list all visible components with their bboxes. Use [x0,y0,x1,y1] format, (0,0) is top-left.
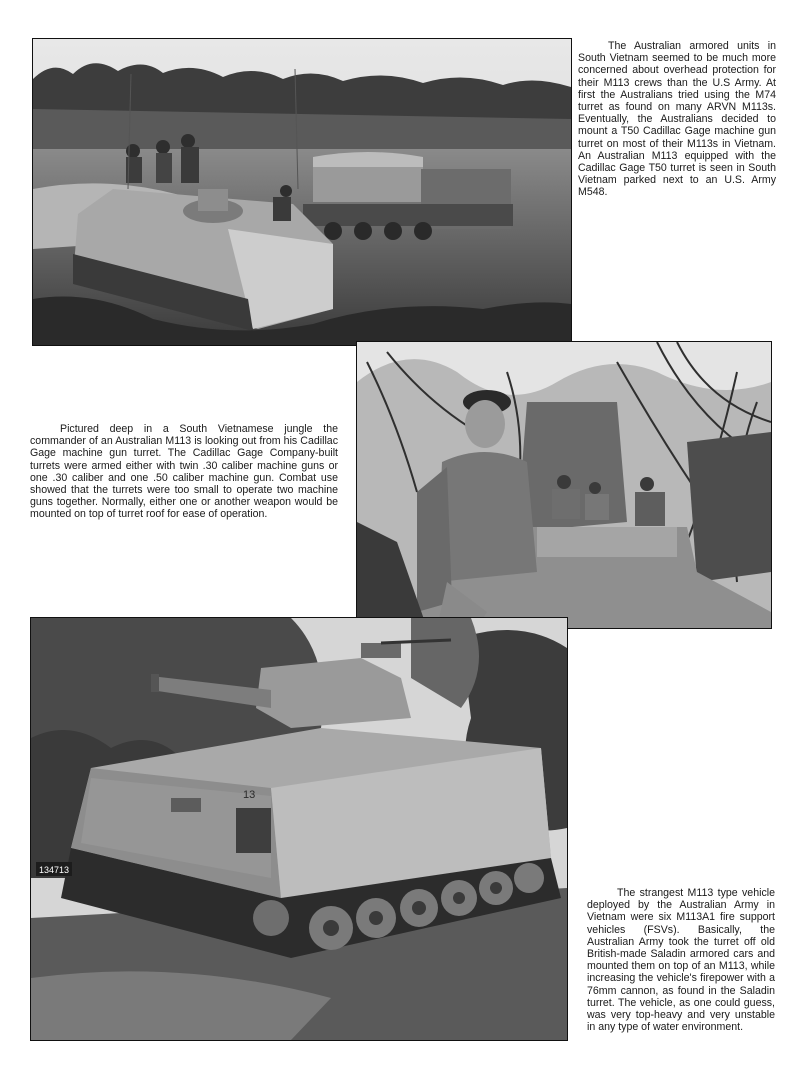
photo-m113a1-fsv-saladin [30,617,568,1041]
caption-top: The Australian armored units in South Vietnam seemed to be much more concerned about overhead protection for their M113 crews than the U.S Army. At first the Australians tried using the M74 turret as found on many ARVN M113s. Eventually, the Australians decided to mount a T50 Cadillac Gage machine gun turret on most of their M113s in Vietnam. An Australian M113 equipped with the Cadillac Gage T50 turret is seen in South Vietnam parked next to an U.S. Army M548. [578,40,776,199]
hull-number: 13 [243,789,256,801]
photo-1-image [33,39,571,345]
photo-commander-in-jungle [356,341,772,629]
caption-middle: Pictured deep in a South Vietnamese jungle the commander of an Australian M113 is looking out from his Cadillac Gage machine gun turret. The Cadillac Gage Company-built turrets were armed either with twin .30 caliber machine guns or one .30 caliber and one .50 caliber machine gun. Combat use showed that the turrets were too small to operate two machine guns together. Normally, either one or another weapon would be mounted on top of turret roof for ease of operation. [30,423,338,521]
photo-m113-t50-and-m548 [32,38,572,346]
photo-3-image [31,618,567,1040]
registration-plate: 134713 [39,865,70,875]
photo-2-image [357,342,771,628]
caption-bottom: The strangest M113 type vehicle deployed by the Australian Army in Vietnam were six M113A1 fire support vehicles (FSVs). Basically, the Australian Army took the turret off old British-made Saladin armored cars and mounted them on top of an M113, while increasing the vehicle's firepower with a 76mm cannon, as found in the Saladin turret. The vehicle, as one could guess, was very top-heavy and very unstable in any type of water environment. [587,887,775,1034]
